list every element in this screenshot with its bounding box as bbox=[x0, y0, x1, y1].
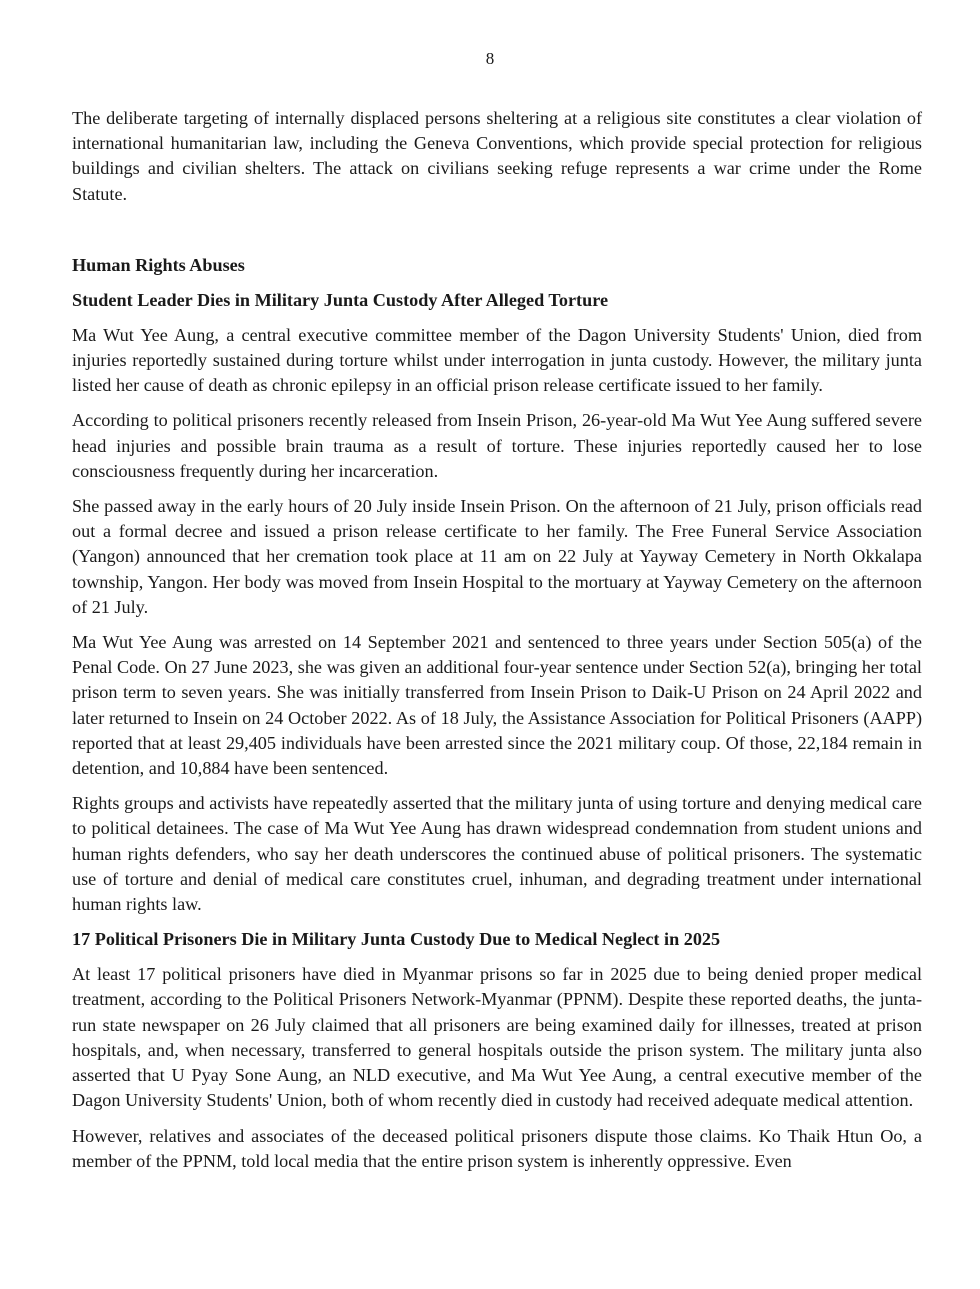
intro-paragraph: The deliberate targeting of internally displaced persons sheltering at a religious site constitutes a clear violation of international humanitarian law, including the Geneva Conventions, which provide special protection for religious buildings and civilian shelters. The attack on civilians seeking refuge represents a war crime under the Rome Statute. bbox=[72, 108, 922, 204]
article-paragraph: However, relatives and associates of the deceased political prisoners dispute those claims. Ko Thaik Htun Oo, a member of the PPNM, told local media that the entire prison system is inherently oppressive. Even bbox=[72, 1125, 922, 1171]
article-paragraph: Rights groups and activists have repeatedly asserted that the military junta of using torture and denying medical care to political detainees. The case of Ma Wut Yee Aung has drawn widespread condemnation from student unions and human rights defenders, who say her death underscores the continued abuse of political prisoners. The systematic use of torture and denial of medical care constitutes cruel, inhuman, and degrading treatment under international human rights law. bbox=[72, 793, 922, 915]
article-paragraph: At least 17 political prisoners have died in Myanmar prisons so far in 2025 due to being denied proper medical treatment, according to the Political Prisoners Network-Myanmar (PPNM). Despite these reported deaths, the junta-run state newspaper on 26 July claimed that all prisoners are being examined daily for illnesses, treated at prison hospitals, and, when necessary, transferred to general hospitals outside the prison system. The military junta also asserted that U Pyay Sone Aung, an NLD executive, and Ma Wut Yee Aung, a central executive member of the Dagon University Students' Union, both of whom recently died in custody had received adequate medical attention. bbox=[72, 964, 922, 1111]
article-paragraph: She passed away in the early hours of 20 July inside Insein Prison. On the afternoon of 21 July, prison officials read out a formal decree and issued a prison release certificate to her family. The Free Funeral Service Association (Yangon) announced that her cremation took place at 11 am on 22 July at Yayway Cemetery in North Okkalapa township, Yangon. Her body was moved from Insein Hospital to the mortuary at Yayway Cemetery on the afternoon of 21 July. bbox=[72, 496, 922, 617]
article-heading: Student Leader Dies in Military Junta Custody After Alleged Torture bbox=[72, 289, 609, 310]
page-content bbox=[72, 106, 922, 1184]
article-paragraph: Ma Wut Yee Aung, a central executive committee member of the Dagon University Students' Union, died from injuries reportedly sustained during torture whilst under interrogation in junta custody. However, the military junta listed her cause of death as chronic epilepsy in an official prison release certificate issued to her family. bbox=[72, 324, 922, 396]
article-student-leader bbox=[72, 288, 922, 917]
section-heading: Human Rights Abuses bbox=[72, 254, 245, 275]
article-paragraph: According to political prisoners recently released from Insein Prison, 26-year-old Ma Wut Yee Aung suffered severe head injuries and possible brain trauma as a result of torture. These injuries reportedly caused her to lose consciousness frequently during her incarceration. bbox=[72, 410, 922, 481]
article-political-prisoners bbox=[72, 927, 922, 1174]
article-paragraph: Ma Wut Yee Aung was arrested on 14 September 2021 and sentenced to three years under Section 505(a) of the Penal Code. On 27 June 2023, she was given an additional four-year sentence under Section 52(a), bringing her total prison term to seven years. She was initially transferred from Insein Prison to Daik-U Prison on 24 April 2022 and later returned to Insein on 24 October 2022. As of 18 July, the Assistance Association for Political Prisoners (AAPP) reported that at least 29,405 individuals have been arrested since the 2021 military coup. Of those, 22,184 remain in detention, and 10,884 have been sentenced. bbox=[72, 632, 922, 779]
article-heading: 17 Political Prisoners Die in Military Junta Custody Due to Medical Neglect in 2025 bbox=[72, 929, 721, 950]
page-number: 8 bbox=[485, 49, 495, 68]
